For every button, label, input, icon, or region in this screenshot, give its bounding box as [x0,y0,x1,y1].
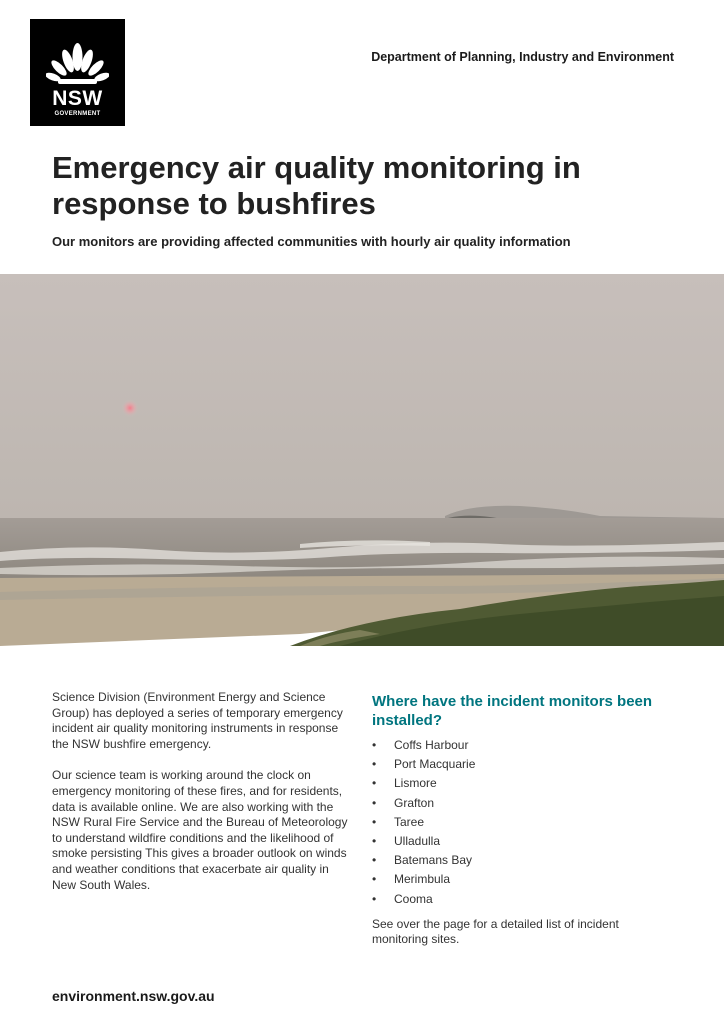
list-item: • Ulladulla [372,832,672,851]
list-item: • Taree [372,813,672,832]
list-item: • Port Macquarie [372,755,672,774]
intro-paragraph-1: Science Division (Environment Energy and Science Group) has deployed a series of temporary emergency incident air quality monitoring instruments in response the NSW bushfire emergency. [52,690,343,751]
nsw-government-logo [30,19,125,126]
page-title: Emergency air quality monitoring in response to bushfires [52,150,581,221]
list-item: • Batemans Bay [372,851,672,870]
smoky-beach-photo [0,274,724,646]
monitor-locations-section [372,692,672,948]
list-item: • Cooma [372,890,672,909]
locations-list [372,736,672,909]
list-item: • Merimbula [372,870,672,889]
page-subtitle: Our monitors are providing affected communities with hourly air quality information [52,234,571,249]
waratah-icon [46,41,109,87]
footer-website-link[interactable]: environment.nsw.gov.au [52,988,215,1004]
list-item: • Grafton [372,794,672,813]
intro-paragraph-2: Our science team is working around the clock on emergency monitoring of these fires, and for residents, data is available online. We are also working with the NSW Rural Fire Service and the Bureau of Meteorology to understand wildfire conditions and the likelihood of smoke persisting This gives a broader outlook on winds and weather conditions that exacerbate air quality in New South Wales. [52,768,348,892]
locations-heading: Where have the incident monitors been installed? [372,693,653,729]
logo-wordmark: NSW [52,87,103,110]
intro-text [52,690,352,909]
locations-note: See over the page for a detailed list of incident monitoring sites. [372,916,619,947]
list-item: • Coffs Harbour [372,736,672,755]
department-name: Department of Planning, Industry and Environment [371,50,674,64]
list-item: • Lismore [372,774,672,793]
logo-subtext: GOVERNMENT [54,111,101,117]
